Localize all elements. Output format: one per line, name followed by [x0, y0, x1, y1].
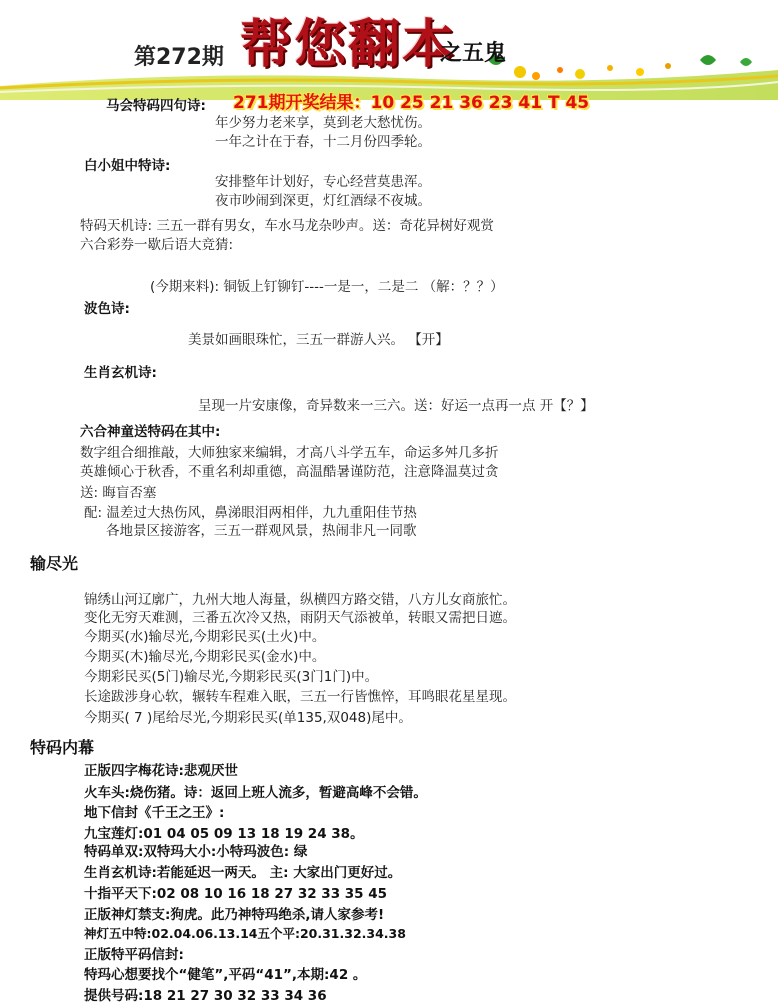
shujin-line3: 今期买(水)输尽光,今期彩民买(土火)中。 — [84, 629, 326, 645]
poem4-label: 马会特码四句诗: — [106, 98, 206, 114]
shujin-line7: 今期买( 7 )尾给尽光,今期彩民买(单135,双048)尾中。 — [84, 710, 412, 726]
tianji-line: 特码天机诗: 三五一群有男女，车水马龙杂吵声。送：奇花异树好观赏 — [80, 218, 494, 234]
wave-line: 美景如画眼珠忙，三五一群游人兴。 【开】 — [188, 332, 449, 348]
zodiac-line: 呈现一片安康像，奇异数来一三六。送：好运一点再一点 开【？】 — [198, 398, 594, 414]
neimu-item: 特玛心想要找个“健笔”,平码“41”,本期:42 。 — [84, 967, 367, 983]
brand-title: 帮您翻本 — [240, 14, 457, 75]
shentong-line4: 配: 温差过大热伤风，鼻涕眼泪两相伴，九九重阳佳节热 — [84, 505, 417, 521]
neimu-item: 正版四字梅花诗:悲观厌世 — [84, 763, 238, 779]
neimu-item: 九宝莲灯:01 04 05 09 13 18 19 24 38。 — [84, 826, 364, 842]
miss-line2: 夜市吵闹到深更，灯红酒绿不夜城。 — [215, 193, 431, 209]
neimu-item: 正版神灯禁支:狗虎。此乃神特玛绝杀,请人家参考! — [84, 907, 385, 923]
shujin-line5: 今期彩民买(5门)输尽光,今期彩民买(3门1门)中。 — [84, 669, 379, 685]
neimu-item: 火车头:烧伤猪。诗：返回上班人流多，暂避高峰不会错。 — [84, 785, 427, 801]
poem4-line1: 年少努力老来享，莫到老大愁忧伤。 — [215, 115, 431, 131]
shujin-line1: 锦绣山河辽廓广，九州大地人海量，纵横四方路交错，八方儿女商旅忙。 — [84, 592, 516, 608]
riddle-heading: 六合彩券一歇后语大竞猜: — [80, 237, 234, 253]
neimu-item: 地下信封《千王之王》: — [84, 805, 225, 821]
shujin-line4: 今期买(木)输尽光,今期彩民买(金水)中。 — [84, 649, 326, 665]
banner — [0, 0, 778, 100]
riddle-line: (今期来料): 铜钣上钉铆钉----一是一，二是二 （解：？？） — [150, 279, 504, 295]
shentong-label: 六合神童送特码在其中: — [80, 424, 221, 440]
wave-label: 波色诗: — [84, 301, 130, 317]
shentong-line2: 英雄倾心于秋香，不重名利却重德，高温酷暑谨防范，注意降温莫过贪 — [80, 464, 499, 480]
shujin-line2: 变化无穷天难测，三番五次冷又热，雨阴天气添被单，转眼又需把日遮。 — [84, 610, 516, 626]
neimu-title: 特码内幕 — [30, 738, 95, 757]
shentong-line1: 数字组合细推敲，大师独家来编辑，才高八斗学五车，命运多舛几多折 — [80, 445, 499, 461]
neimu-item: 特码单双:双特玛大小:小特玛波色: 绿 — [84, 844, 308, 860]
shentong-line5: 各地景区接游客，三五一群观风景，热闹非凡一同歌 — [106, 523, 417, 539]
lottery-result: 271期开奖结果：10 25 21 36 23 41 T 45 — [233, 93, 590, 113]
shentong-send: 送: 晦盲否塞 — [80, 485, 157, 501]
miss-line1: 安排整年计划好，专心经营莫患浑。 — [215, 174, 431, 190]
shujin-title: 输尽光 — [30, 554, 79, 573]
miss-label: 白小姐中特诗: — [84, 158, 171, 174]
neimu-item: 正版特平码信封: — [84, 947, 184, 963]
issue-number: 第272期 — [134, 45, 224, 70]
neimu-item: 提供号码:18 21 27 30 32 33 34 36 — [84, 988, 327, 1004]
zodiac-label: 生肖玄机诗: — [84, 365, 157, 381]
poem4-line2: 一年之计在于春，十二月份四季轮。 — [215, 134, 431, 150]
brand-suffix: 之五鬼 — [440, 40, 507, 66]
neimu-item: 生肖玄机诗:若能延迟一两天。 主: 大家出门更好过。 — [84, 865, 402, 881]
shujin-line6: 长途跋涉身心软，辗转车程难入眠，三五一行皆憔悴，耳鸣眼花星星现。 — [84, 689, 516, 705]
neimu-item: 神灯五中特:02.04.06.13.14五个平:20.31.32.34.38 — [84, 926, 406, 941]
neimu-item: 十指平天下:02 08 10 16 18 27 32 33 35 45 — [84, 886, 388, 902]
